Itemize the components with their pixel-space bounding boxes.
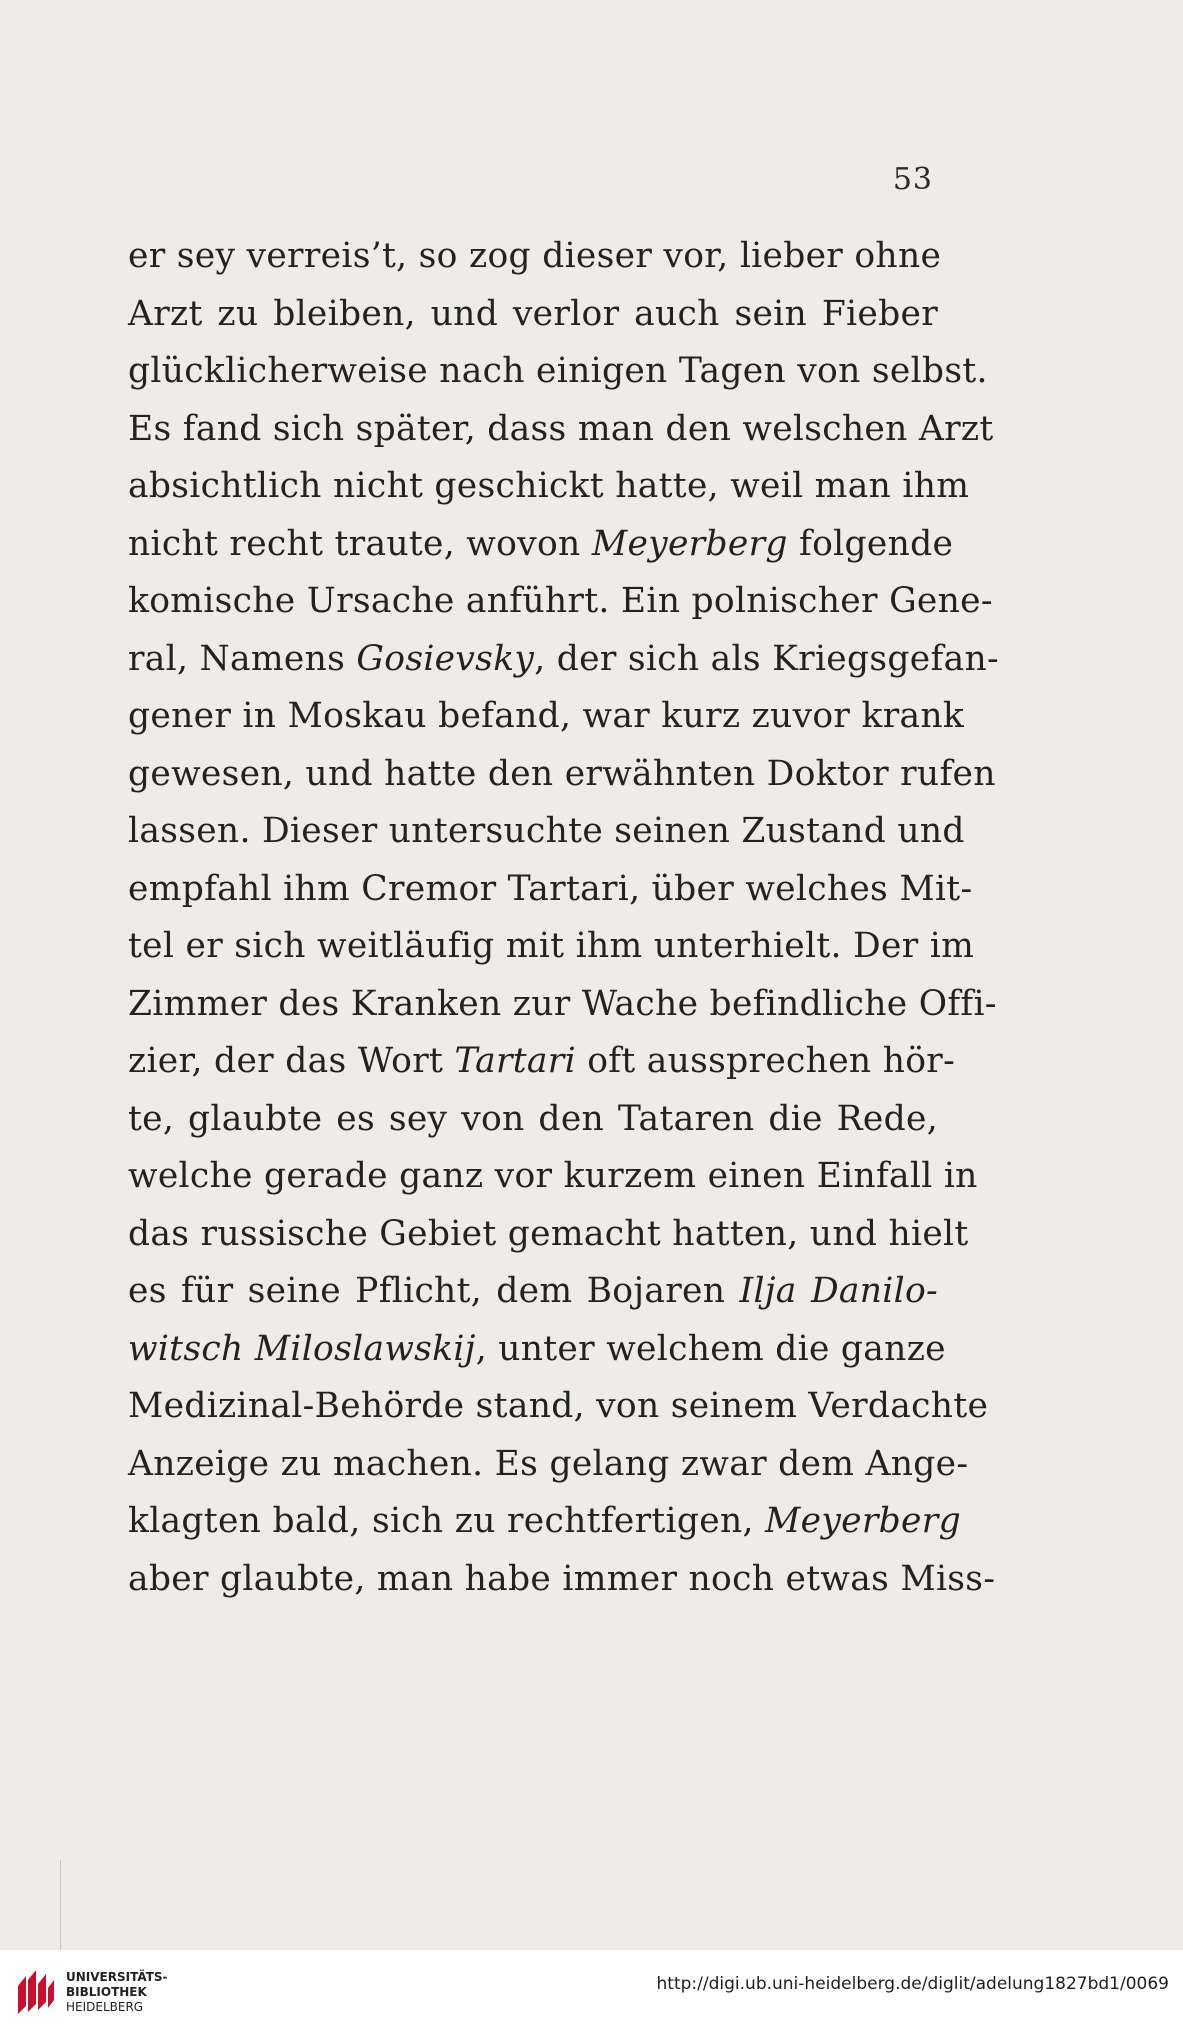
text-line xyxy=(128,746,996,804)
text-segment: er sey verreis’t, so zog dieser vor, lieber ohne xyxy=(128,236,942,276)
italic-name: Tartari xyxy=(454,1041,576,1081)
text-line xyxy=(128,1263,938,1321)
text-line xyxy=(128,401,994,459)
text-segment: ral, Namens xyxy=(128,638,357,679)
text-segment: , unter welchem die ganze xyxy=(475,1328,946,1369)
text-segment: gener in Moskau befand, war kurz zuvor krank xyxy=(128,696,965,736)
text-segment: Zimmer des Kranken zur Wache befindliche Offi- xyxy=(128,983,997,1024)
university-library-logo-icon xyxy=(12,1966,58,2020)
library-logo-text xyxy=(66,1970,168,2015)
text-segment: , der sich als Kriegsgefan- xyxy=(534,638,999,679)
text-segment: empfahl ihm Cremor Tartari, über welches Mit- xyxy=(128,868,973,909)
text-line xyxy=(128,976,997,1034)
text-segment: Arzt zu bleiben, und verlor auch sein Fieber xyxy=(128,293,938,334)
text-line xyxy=(128,1148,978,1206)
text-line xyxy=(128,343,988,401)
text-line xyxy=(128,573,993,631)
text-line xyxy=(128,228,942,286)
text-line xyxy=(128,1033,956,1091)
logo-line-3: HEIDELBERG xyxy=(66,2000,144,2014)
text-segment: glücklicherweise nach einigen Tagen von selbst. xyxy=(128,351,988,391)
italic-name: Meyerberg xyxy=(765,1501,961,1541)
italic-name: witsch Miloslawskij xyxy=(128,1328,476,1369)
logo-line-1: UNIVERSITÄTS- xyxy=(66,1970,168,1984)
text-segment: aber glaubte, man habe immer noch etwas Miss- xyxy=(128,1558,996,1599)
logo-line-2: BIBLIOTHEK xyxy=(66,1985,147,1999)
text-segment: es für seine Pflicht, dem Bojaren xyxy=(128,1271,740,1311)
text-segment: Es fand sich später, dass man den welschen Arzt xyxy=(128,408,994,449)
text-line xyxy=(128,1091,938,1149)
text-segment: folgende xyxy=(787,523,954,564)
text-segment: Medizinal-Behörde stand, von seinem Verdachte xyxy=(128,1386,989,1426)
page-number: 53 xyxy=(892,162,933,197)
text-line xyxy=(128,1493,961,1551)
text-segment: komische Ursache anführt. Ein polnischer Gene- xyxy=(128,581,993,621)
text-line xyxy=(128,918,975,976)
text-segment: das russische Gebiet gemacht hatten, und hielt xyxy=(128,1213,969,1254)
text-segment: welche gerade ganz vor kurzem einen Einfall in xyxy=(128,1156,978,1196)
text-segment: zier, der das Wort xyxy=(128,1041,455,1081)
text-line xyxy=(128,286,938,344)
text-segment: lassen. Dieser untersuchte seinen Zustand und xyxy=(128,811,965,851)
text-segment: te, glaubte es sey von den Tataren die Rede, xyxy=(128,1098,938,1139)
text-segment: klagten bald, sich zu rechtfertigen, xyxy=(128,1501,766,1541)
text-segment: Anzeige zu machen. Es gelang zwar dem Ange- xyxy=(128,1443,969,1484)
text-segment: absichtlich nicht geschickt hatte, weil man ihm xyxy=(128,466,970,506)
text-line xyxy=(128,1206,969,1264)
text-line xyxy=(128,688,965,746)
text-segment: gewesen, und hatte den erwähnten Doktor rufen xyxy=(128,753,996,794)
text-line xyxy=(128,1436,969,1494)
text-line xyxy=(128,803,965,861)
text-line xyxy=(128,1378,989,1436)
text-line xyxy=(128,861,973,919)
italic-name: Gosievsky xyxy=(356,638,535,679)
text-segment: tel er sich weitläufig mit ihm unterhielt. Der im xyxy=(128,926,975,966)
body-text xyxy=(128,228,999,1608)
text-segment: oft aussprechen hör- xyxy=(575,1041,956,1081)
text-line xyxy=(128,516,954,574)
italic-name: Ilja Danilo- xyxy=(739,1271,938,1311)
text-line xyxy=(128,1321,946,1379)
source-url[interactable]: http://digi.ub.uni-heidelberg.de/diglit/adelung1827bd1/0069 xyxy=(656,1974,1169,1994)
text-line xyxy=(128,458,970,516)
page-fold-mark xyxy=(60,1860,61,1950)
library-footer xyxy=(0,1950,1183,2033)
italic-name: Meyerberg xyxy=(591,523,788,564)
text-line xyxy=(128,631,999,689)
text-line xyxy=(128,1551,996,1609)
text-segment: nicht recht traute, wovon xyxy=(128,523,592,564)
